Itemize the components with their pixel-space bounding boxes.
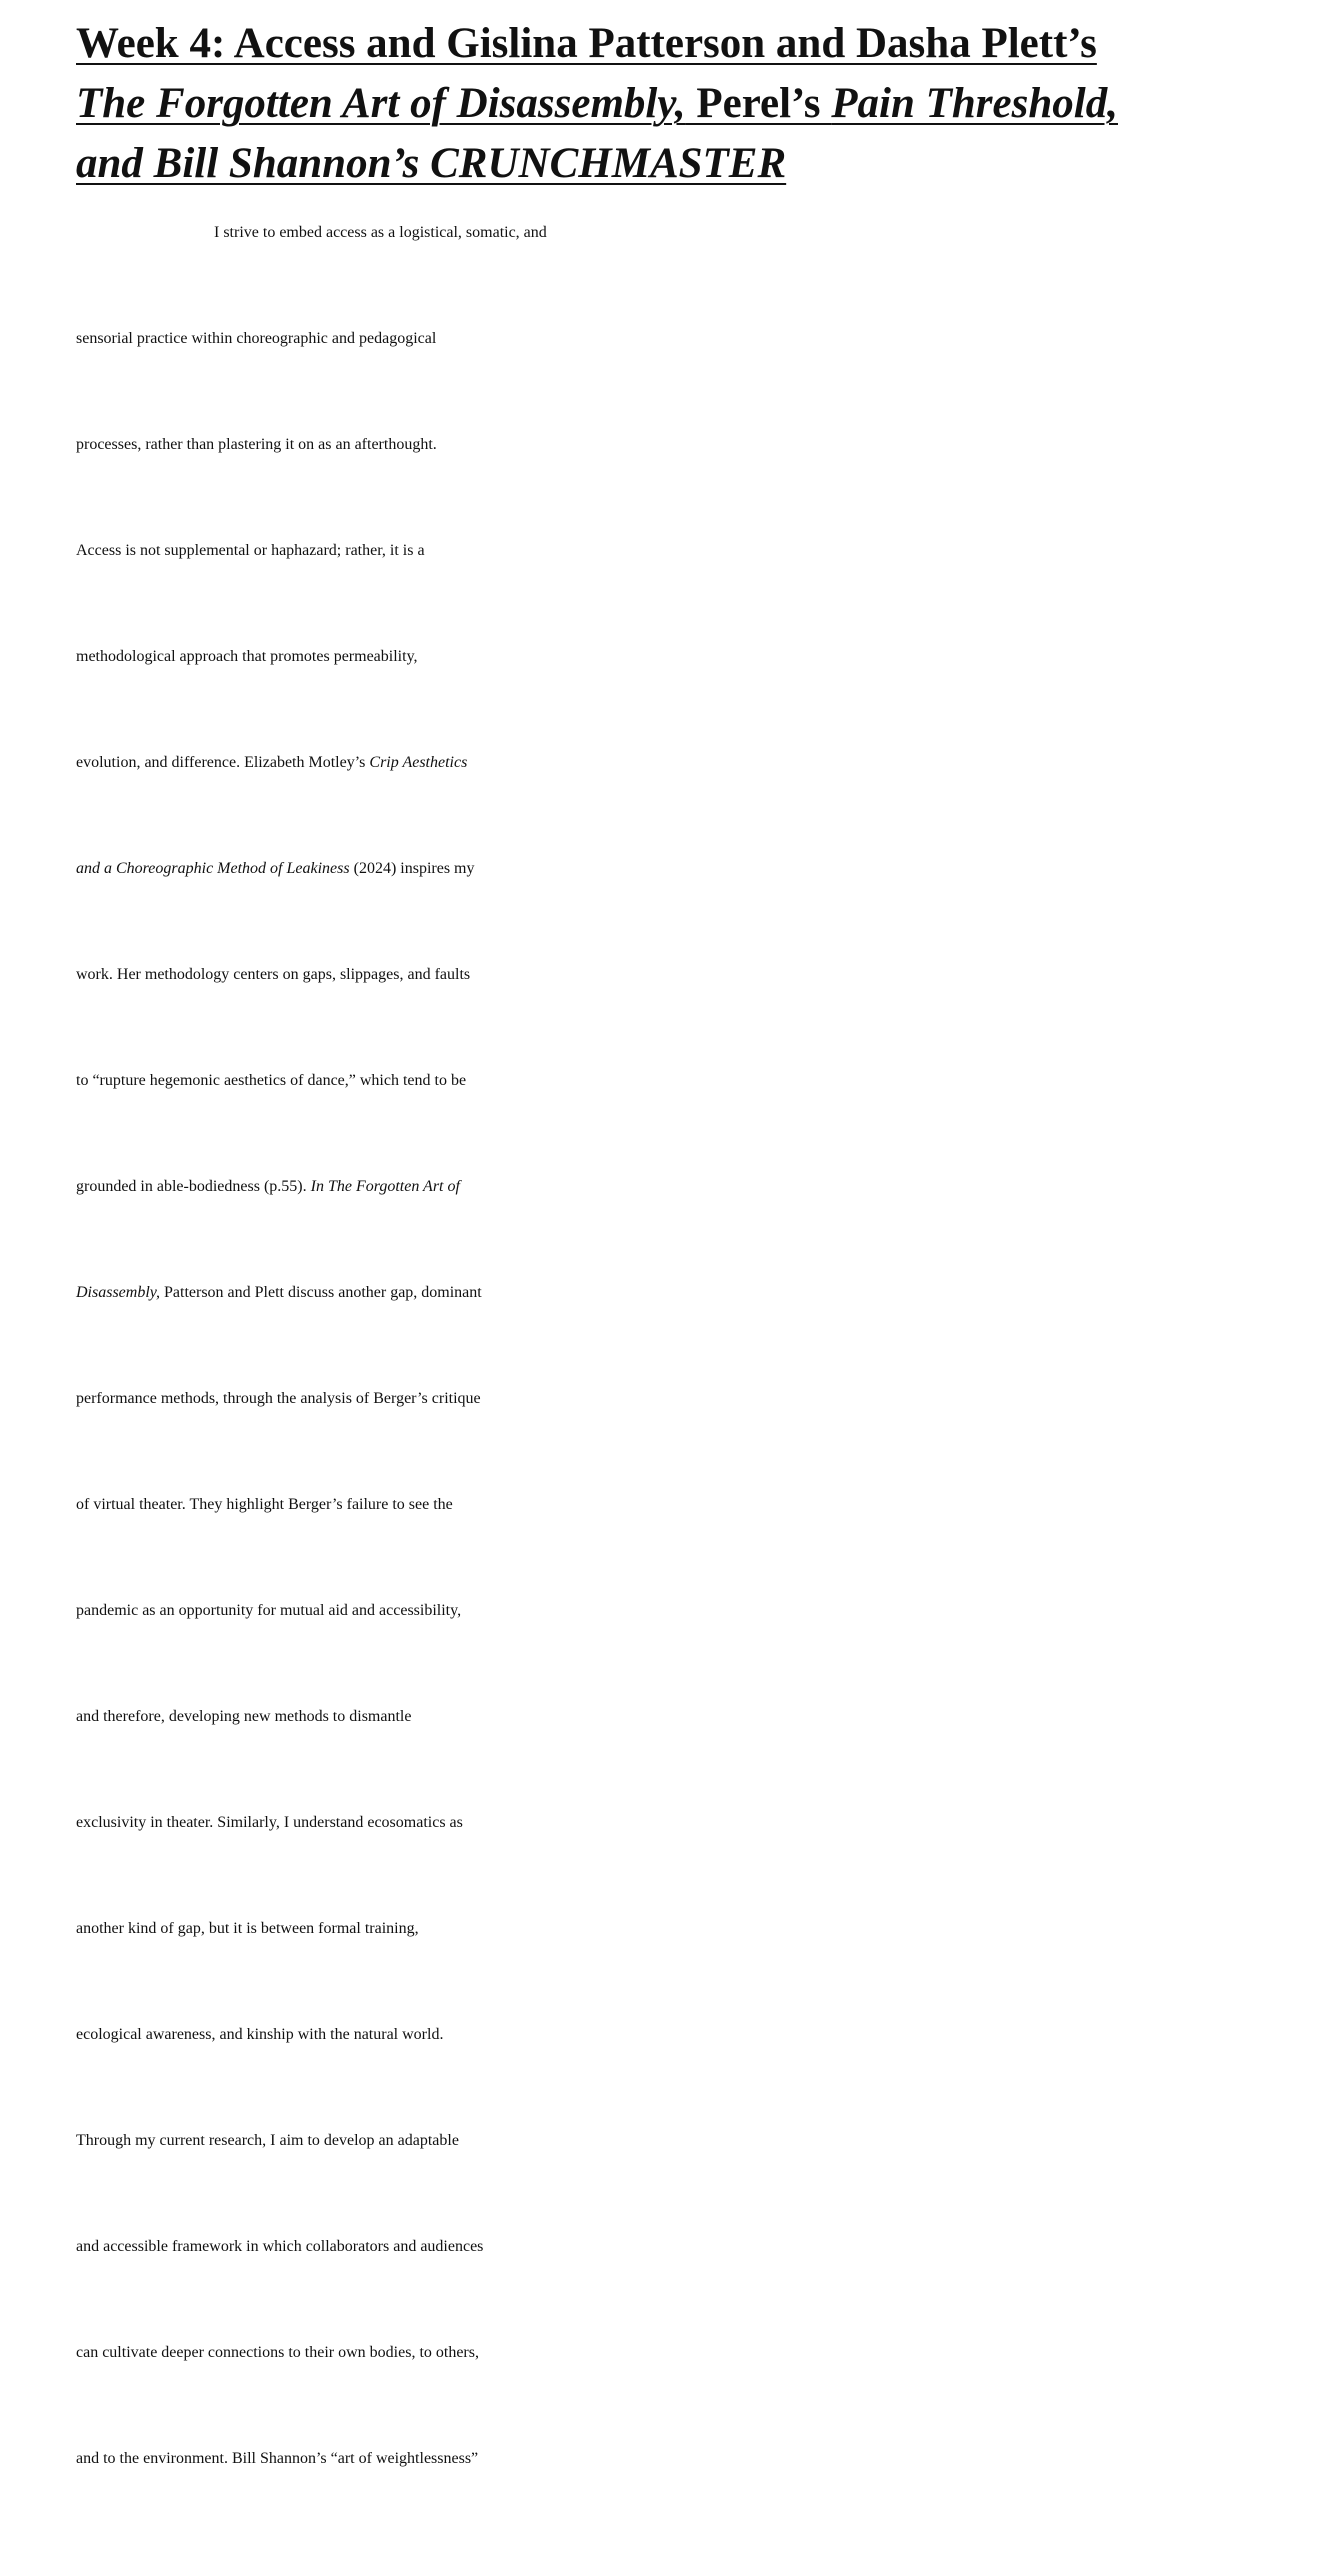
text-line: I strive to embed access as a logistical, somatic, and	[214, 224, 547, 241]
text-line: ecological awareness, and kinship with the natural world.	[76, 2026, 444, 2043]
text-run: (2024) inspires my	[349, 860, 475, 877]
text-line: methodological approach that promotes permeability,	[76, 648, 418, 665]
text-line: and therefore, developing new methods to dismantle	[76, 1708, 412, 1725]
title-leakiness: and a Choreographic Method of Leakiness	[76, 860, 350, 877]
heading-title-forgotten-art: The Forgotten Art of Disassembly,	[76, 80, 686, 127]
text-line: sensorial practice within choreographic and pedagogical	[76, 330, 437, 347]
text-run: Patterson and Plett discuss another gap, dominant	[160, 1284, 482, 1301]
text-line	[76, 1284, 547, 1390]
title-forgotten-art: In The Forgotten Art of	[310, 1178, 460, 1195]
text-line	[76, 1178, 547, 1284]
text-line: of virtual theater. They highlight Berger’s failure to see the	[76, 1496, 453, 1513]
text-line	[76, 860, 547, 966]
text-line: another kind of gap, but it is between formal training,	[76, 1920, 419, 1937]
text-line: and to the environment. Bill Shannon’s “art of weightlessness”	[76, 2450, 479, 2467]
text-line: pandemic as an opportunity for mutual aid and accessibility,	[76, 1602, 462, 1619]
text-line: and accessible framework in which collaborators and audiences	[76, 2238, 484, 2255]
section-heading	[76, 14, 1276, 194]
text-run: grounded in able-bodiedness (p.55).	[76, 1178, 311, 1195]
heading-perel: Perel’s	[685, 80, 832, 127]
heading-line-1: Week 4: Access and Gislina Patterson and Dasha Plett’s	[76, 20, 1097, 67]
body-paragraph	[76, 224, 547, 2556]
text-line: exclusivity in theater. Similarly, I understand ecosomatics as	[76, 1814, 463, 1831]
text-run: evolution, and difference. Elizabeth Motley’s	[76, 754, 370, 771]
text-line	[76, 754, 547, 860]
heading-title-pain-threshold: Pain Threshold,	[831, 80, 1118, 127]
text-line: processes, rather than plastering it on as an afterthought.	[76, 436, 437, 453]
heading-title-crunchmaster: and Bill Shannon’s CRUNCHMASTER	[76, 140, 787, 187]
text-line: to “rupture hegemonic aesthetics of dance,” which tend to be	[76, 1072, 467, 1089]
title-crip-aesthetics: Crip Aesthetics	[369, 754, 468, 771]
text-line: can cultivate deeper connections to their own bodies, to others,	[76, 2344, 479, 2361]
text-line: work. Her methodology centers on gaps, slippages, and faults	[76, 966, 471, 983]
text-line: Access is not supplemental or haphazard; rather, it is a	[76, 542, 425, 559]
document-page	[76, 14, 1276, 2467]
text-line: performance methods, through the analysis of Berger’s critique	[76, 1390, 481, 1407]
text-line: Through my current research, I aim to develop an adaptable	[76, 2132, 459, 2149]
title-disassembly: Disassembly,	[76, 1284, 160, 1301]
